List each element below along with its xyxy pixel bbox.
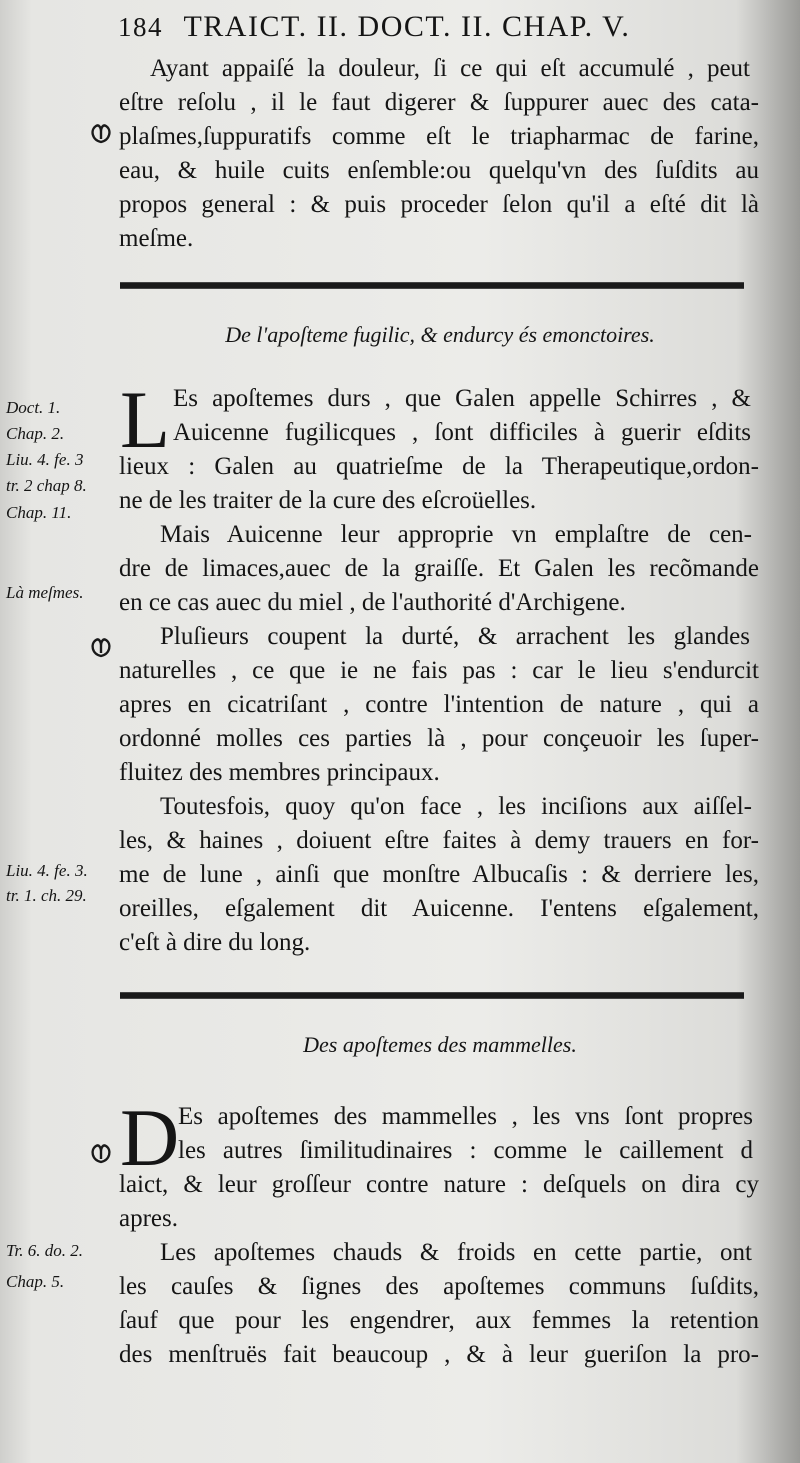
text-line: Les apoſtemes chauds & froids en cette partie, ont [160, 1239, 752, 1266]
section-heading: De l'apoſteme fugilic, & endurcy és emonctoires. [225, 322, 655, 347]
text-line: c'eſt à dire du long. [119, 929, 311, 956]
fleuron-ornament-icon [88, 122, 114, 144]
margin-note: Chap. 11. [6, 503, 72, 522]
text-line: Mais Auicenne leur approprie vn emplaſtre de cen- [160, 521, 752, 548]
text-line: des menſtruës fait beaucoup , & à leur gueriſon la pro- [119, 1341, 759, 1368]
text-line: ſauf que pour les engendrer, aux femmes la retention [119, 1307, 759, 1334]
text-line: ordonné molles ces parties là , pour conçeuoir les ſuper- [119, 725, 759, 752]
fleuron-ornament-icon [88, 636, 114, 658]
text-line: les cauſes & ſignes des apoſtemes communs ſuſdits, [119, 1273, 759, 1300]
text-line: me de lune , ainſi que monſtre Albucaſis : & derriere les, [119, 861, 759, 888]
text-line: fluitez des membres principaux. [119, 759, 440, 786]
margin-note: tr. 1. ch. 29. [6, 886, 87, 905]
text-line: Toutesfois, quoy qu'on face , les inciſions aux aiſſel- [160, 793, 752, 820]
text-line: apres. [119, 1205, 178, 1232]
text-line: Ayant appaiſé la douleur, ſi ce qui eſt accumulé , peut [150, 55, 750, 82]
margin-note: Tr. 6. do. 2. [6, 1241, 83, 1260]
text-line: Es apoſtemes durs , que Galen appelle Schirres , & [173, 385, 751, 412]
drop-cap: L [120, 374, 171, 465]
section-divider [120, 282, 744, 289]
text-line: eau, & huile cuits enſemble:ou quelqu'vn des ſuſdits au [119, 157, 759, 184]
margin-note: Liu. 4. fe. 3 [6, 450, 84, 469]
margin-note: Là meſmes. [6, 583, 84, 602]
fleuron-ornament-icon [88, 1142, 114, 1164]
text-line: Pluſieurs coupent la durté, & arrachent les glandes [160, 623, 750, 650]
text-line: ne de les traiter de la cure des eſcroüelles. [119, 487, 537, 514]
page-number: 184 [118, 12, 163, 42]
text-line: lieux : Galen au quatrieſme de la Therapeutique,ordon- [119, 453, 759, 480]
text-line: les autres ſimilitudinaires : comme le caillement d [178, 1137, 753, 1164]
text-line: laict, & leur groſſeur contre nature : deſquels on dira cy [119, 1171, 759, 1198]
text-line: eſtre reſolu , il le faut digerer & ſuppurer auec des cata- [119, 89, 759, 116]
text-line: en ce cas auec du miel , de l'authorité d'Archigene. [119, 589, 626, 616]
text-line: oreilles, eſgalement dit Auicenne. I'entens eſgalement, [119, 895, 759, 922]
text-line: naturelles , ce que ie ne fais pas : car le lieu s'endurcit [119, 657, 759, 684]
text-line: les, & haines , doiuent eſtre faites à demy trauers en for- [119, 827, 759, 854]
running-title: TRAICT. II. DOCT. II. CHAP. V. [183, 10, 631, 43]
page-header [118, 10, 758, 44]
margin-note: Doct. 1. [6, 398, 61, 417]
section-heading: Des apoſtemes des mammelles. [303, 1032, 577, 1057]
text-line: propos general : & puis proceder ſelon qu'il a eſté dit là [119, 191, 759, 218]
margin-note: Chap. 5. [6, 1272, 65, 1291]
text-line: apres en cicatriſant , contre l'intention de nature , qui a [119, 691, 759, 718]
margin-note: Chap. 2. [6, 424, 65, 443]
text-line: Auicenne fugilicques , ſont difficiles à guerir eſdits [173, 419, 751, 446]
drop-cap: D [120, 1092, 180, 1183]
margin-note: Liu. 4. fe. 3. [6, 861, 88, 880]
section-divider [120, 992, 744, 999]
text-line: Es apoſtemes des mammelles , les vns ſont propres [178, 1103, 753, 1130]
text-line: meſme. [119, 225, 194, 252]
text-line: plaſmes,ſuppuratifs comme eſt le triapharmac de farine, [119, 123, 759, 150]
text-line: dre de limaces,auec de la graiſſe. Et Galen les recõmande [119, 555, 759, 582]
margin-note: tr. 2 chap 8. [6, 476, 87, 495]
